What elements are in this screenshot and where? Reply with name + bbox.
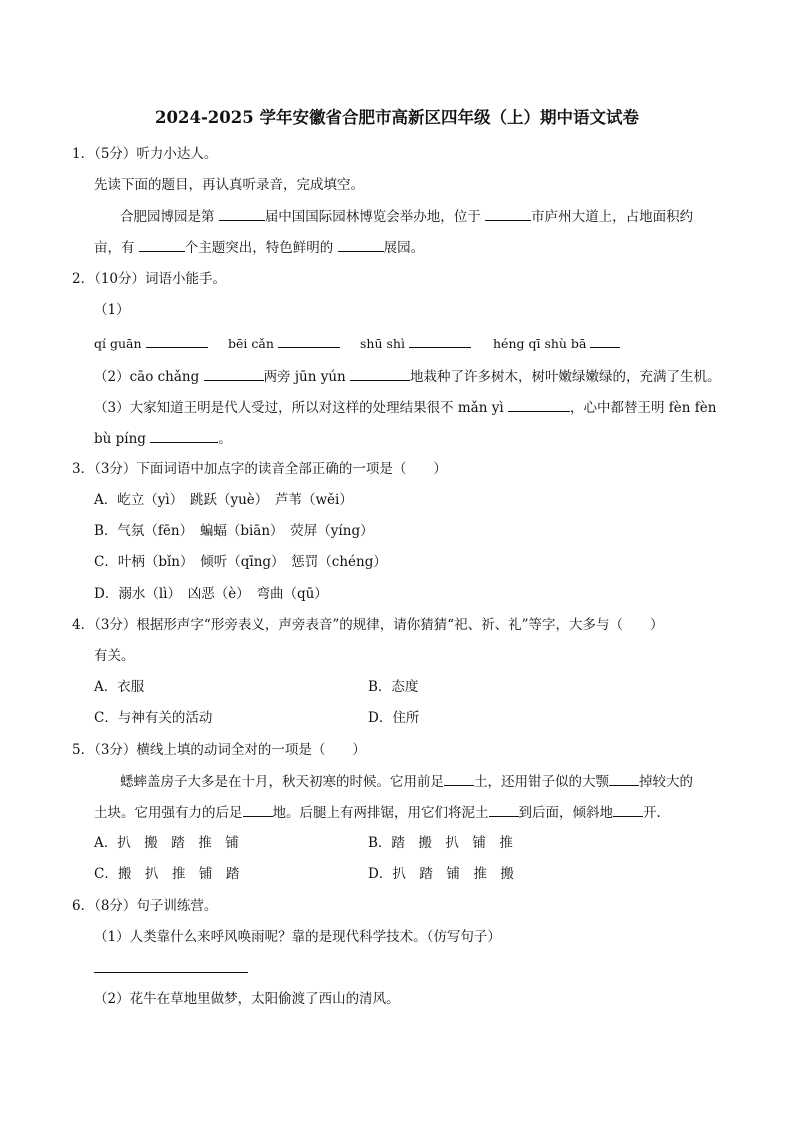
text: 合肥园博园是第 — [120, 209, 219, 225]
answer-blank[interactable] — [338, 238, 384, 252]
text: 。 — [218, 431, 232, 447]
question-5-passage-line-1 — [120, 772, 693, 791]
question-3-option-d[interactable]: D．溺水（lì） 凶恶（è） 弯曲（qū） — [94, 586, 328, 602]
text: （2）cāo chǎng — [94, 369, 204, 385]
text: 届中国国际园林博览会举办地，位于 — [264, 209, 486, 225]
text: 展园。 — [383, 240, 425, 256]
question-3-option-b[interactable]: B．气氛（fēn） 蝙蝠（biān） 荧屏（yíng） — [94, 523, 374, 539]
question-5-option-d[interactable]: D．扒 踏 铺 推 搬 — [368, 866, 514, 882]
pinyin-item-2 — [228, 334, 340, 353]
text: 地栽种了许多树木，树叶嫩绿嫩绿的，充满了生机。 — [410, 369, 721, 385]
question-5-passage-line-2 — [94, 803, 661, 822]
question-6-sub-2: （2）花牛在草地里做梦，太阳偷渡了西山的清风。 — [94, 991, 400, 1007]
pinyin-item-1 — [94, 334, 208, 353]
question-1-line-2 — [94, 238, 424, 257]
pinyin-item-4 — [493, 334, 620, 353]
question-2-sub-3-cont — [94, 429, 232, 448]
answer-blank[interactable] — [508, 398, 570, 412]
question-2-sub-3 — [94, 398, 716, 417]
text: 两旁 jūn yún — [263, 369, 351, 385]
text: 掉较大的 — [639, 774, 693, 790]
text: 市庐州大道上，占地面积约 — [531, 209, 694, 225]
question-2-sub-1: （1） — [94, 302, 130, 318]
text: 亩，有 — [94, 240, 139, 256]
question-4-header-cont: 有关。 — [94, 648, 135, 664]
answer-blank[interactable] — [219, 207, 265, 221]
question-1-line-1 — [120, 207, 693, 226]
question-3-option-c[interactable]: C．叶柄（bǐn） 倾听（qīng） 惩罚（chéng） — [94, 554, 387, 570]
text: 到后面，倾斜地 — [518, 805, 613, 821]
question-4-option-a[interactable]: A．衣服 — [94, 679, 145, 695]
question-5-header: 5．（3分）横线上填的动词全对的一项是（ ） — [72, 742, 366, 758]
pinyin-item-3 — [360, 334, 471, 353]
text: ，心中都替王明 fèn fèn — [569, 400, 717, 416]
answer-blank[interactable] — [613, 803, 643, 817]
answer-blank[interactable] — [278, 334, 340, 348]
answer-blank[interactable] — [139, 238, 185, 252]
question-6-sub-1: （1）人类靠什么来呼风唤雨呢？靠的是现代科学技术。（仿写句子） — [94, 929, 501, 945]
text: （3）大家知道王明是代人受过，所以对这样的处理结果很不 mǎn yì — [94, 400, 508, 416]
question-3-header: 3．（3分）下面词语中加点字的读音全部正确的一项是（ ） — [72, 461, 447, 477]
pinyin: bēi cǎn — [228, 336, 274, 351]
answer-blank[interactable] — [485, 207, 531, 221]
question-6-header: 6．（8分）句子训练营。 — [72, 898, 218, 914]
text: 蟋蟀盖房子大多是在十月，秋天初寒的时候。它用前足 — [120, 774, 444, 790]
pinyin: shū shì — [360, 336, 405, 351]
answer-blank[interactable] — [444, 772, 474, 786]
question-4-header: 4．（3分）根据形声字“形旁表义，声旁表音”的规律，请你猜猜“祀、祈、礼”等字，大多与（ ） — [72, 617, 664, 633]
answer-blank[interactable] — [150, 429, 218, 443]
question-3-option-a[interactable]: A．屹立（yì） 跳跃（yuè） 芦苇（wěi） — [94, 492, 353, 508]
question-4-option-c[interactable]: C．与神有关的活动 — [94, 710, 213, 726]
text: 地。后腿上有两排锯，用它们将泥土 — [272, 805, 489, 821]
question-4-option-d[interactable]: D．住所 — [368, 710, 420, 726]
text: 开. — [643, 805, 661, 821]
question-2-header: 2．（10分）词语小能手。 — [72, 271, 227, 287]
answer-blank[interactable] — [243, 803, 273, 817]
answer-blank[interactable] — [204, 367, 264, 381]
answer-blank[interactable] — [609, 772, 639, 786]
answer-blank[interactable] — [590, 334, 620, 348]
question-2-sub-2 — [94, 367, 721, 386]
question-5-option-a[interactable]: A．扒 搬 踏 推 铺 — [94, 835, 239, 851]
question-5-option-c[interactable]: C．搬 扒 推 铺 踏 — [94, 866, 240, 882]
answer-blank[interactable] — [489, 803, 519, 817]
text: 土，还用钳子似的大颚 — [474, 774, 609, 790]
answer-line[interactable] — [94, 972, 248, 973]
pinyin: héng qī shù bā — [493, 336, 587, 351]
answer-blank[interactable] — [146, 334, 208, 348]
page-title: 2024-2025 学年安徽省合肥市高新区四年级（上）期中语文试卷 — [155, 108, 639, 127]
text: 个主题突出，特色鲜明的 — [184, 240, 338, 256]
text: bù píng — [94, 431, 151, 447]
question-1-instruction: 先读下面的题目，再认真听录音，完成填空。 — [94, 177, 364, 193]
pinyin: qí guān — [94, 336, 142, 351]
question-4-option-b[interactable]: B．态度 — [368, 679, 419, 695]
question-5-option-b[interactable]: B．踏 搬 扒 铺 推 — [368, 835, 513, 851]
question-1-header: 1．（5分）听力小达人。 — [72, 146, 218, 162]
answer-blank[interactable] — [350, 367, 410, 381]
text: 土块。它用强有力的后足 — [94, 805, 243, 821]
answer-blank[interactable] — [409, 334, 471, 348]
